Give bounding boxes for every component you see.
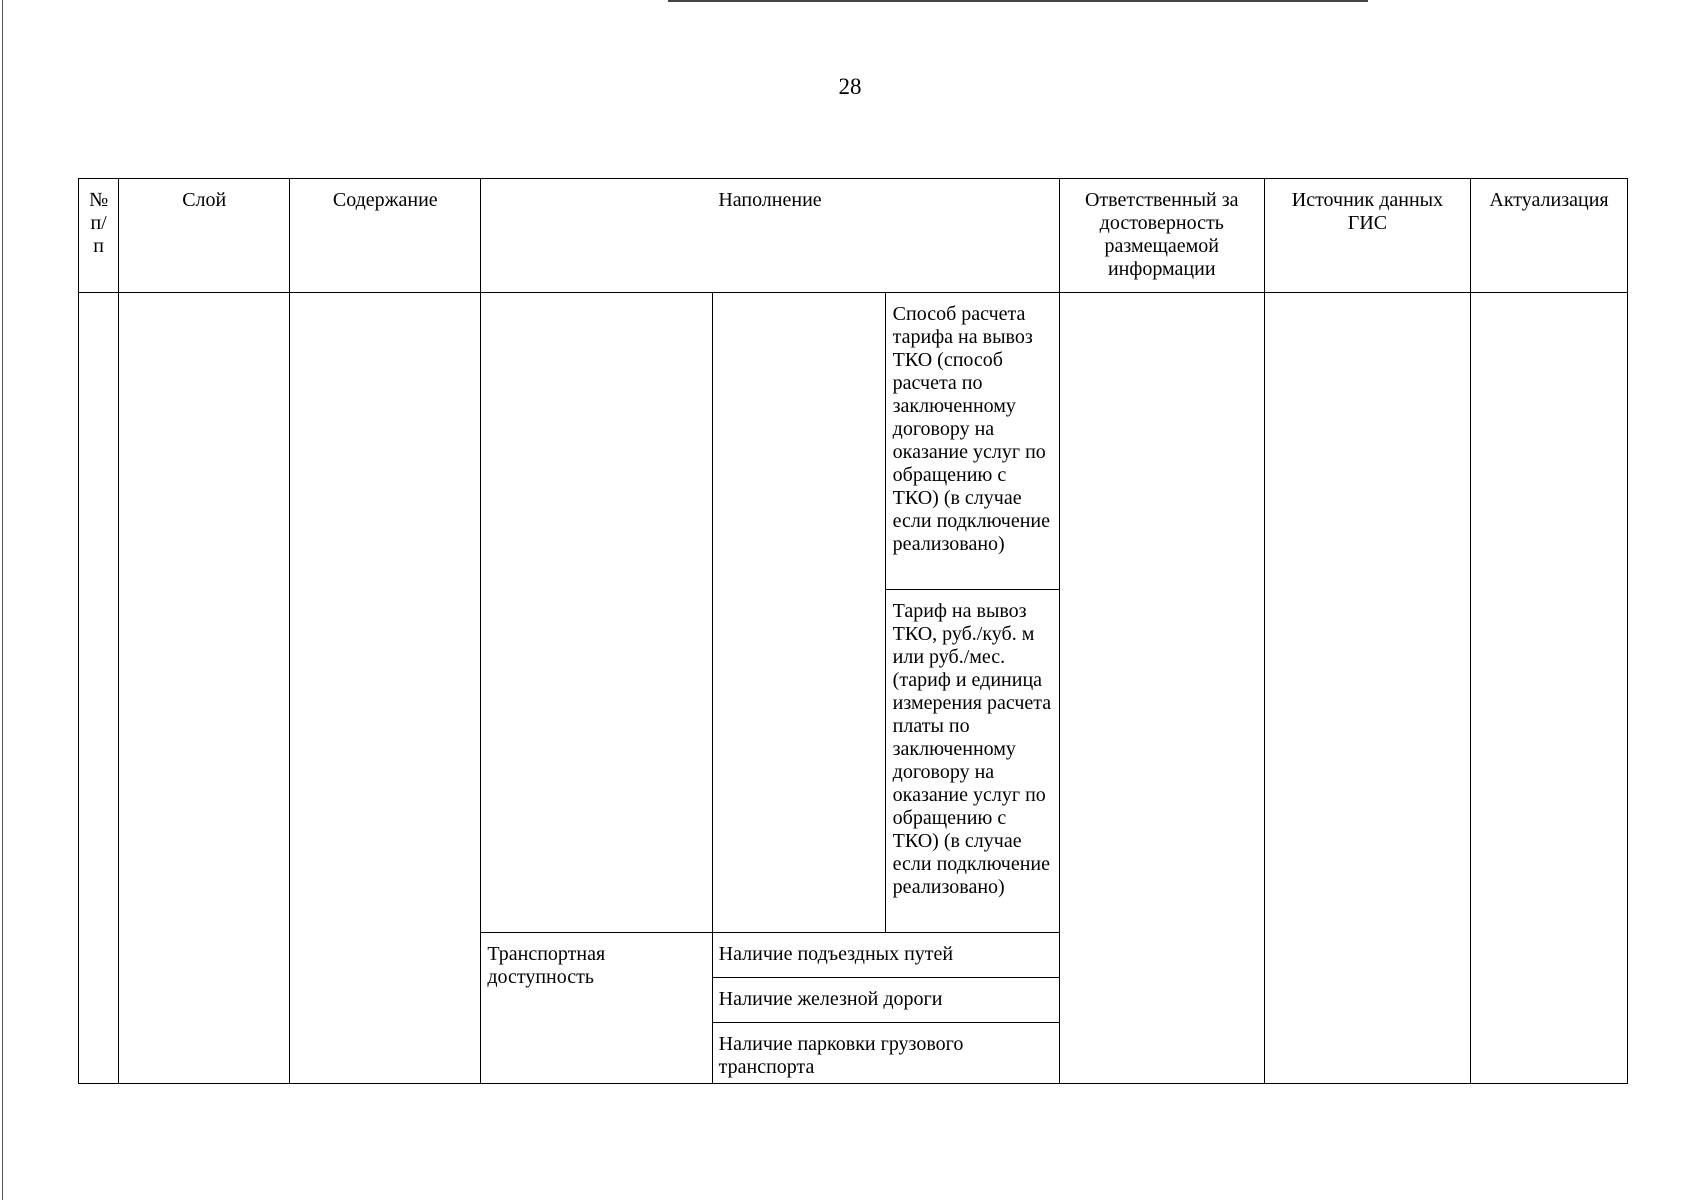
header-responsible: Ответственный за достоверность размещаемой информации — [1059, 179, 1264, 293]
cell-tariff-method: Способ расчета тарифа на вывоз ТКО (способ расчета по заключенному договору на оказание услуг по обращению с ТКО) (в случае если подключение реализовано) — [885, 293, 1059, 590]
header-content: Содержание — [290, 179, 481, 293]
cell-number — [79, 293, 119, 1084]
table-header-row — [79, 179, 1628, 293]
cell-transport-railway: Наличие железной дороги — [712, 978, 1059, 1023]
header-update: Актуализация — [1471, 179, 1628, 293]
cell-layer — [119, 293, 290, 1084]
scan-artifact-top-line — [668, 0, 1368, 2]
cell-update — [1471, 293, 1628, 1084]
cell-transport-access-roads: Наличие подъездных путей — [712, 933, 1059, 978]
cell-gis-source — [1264, 293, 1470, 1084]
cell-content — [290, 293, 481, 1084]
cell-responsible — [1059, 293, 1264, 1084]
registry-table — [78, 178, 1628, 1084]
scan-artifact-left-edge — [2, 0, 3, 1200]
cell-filling-subgroup — [712, 293, 885, 933]
header-filling: Наполнение — [481, 179, 1059, 293]
header-layer: Слой — [119, 179, 290, 293]
cell-filling-group — [481, 293, 712, 933]
table-row — [79, 293, 1628, 590]
header-gis-source: Источник данных ГИС — [1264, 179, 1470, 293]
cell-transport-group: Транспортная доступность — [481, 933, 712, 1084]
cell-transport-truck-parking: Наличие парковки грузового транспорта — [712, 1023, 1059, 1084]
header-number: № п/ п — [79, 179, 119, 293]
page-number: 28 — [838, 74, 862, 99]
cell-tariff-value: Тариф на вывоз ТКО, руб./куб. м или руб./мес. (тариф и единица измерения расчета платы по заключенному договору на оказание услуг по обращению с ТКО) (в случае если подключение реализовано) — [885, 590, 1059, 933]
